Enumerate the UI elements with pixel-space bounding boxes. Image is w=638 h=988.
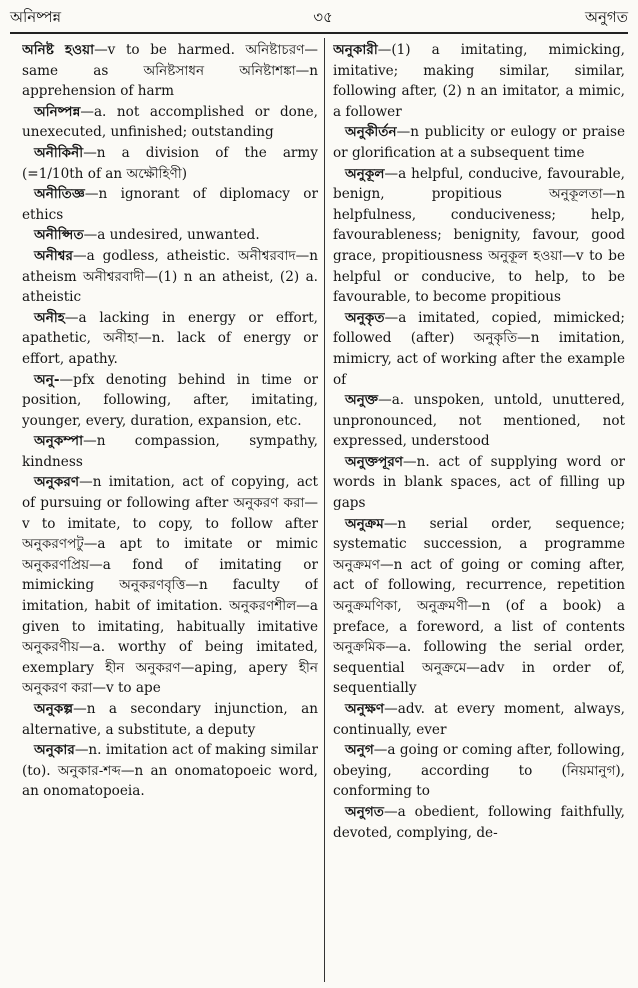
dictionary-entry [22,102,318,143]
left-column [22,40,318,802]
entry-definition: —a helpful, conducive, favourable, benign, propitious অনুকূলতা—n helpfulness, conduciveness; help, favourableness; benignity, favour, good grace, propitiousness অনুকূল হওয়া—v to be helpful or conducive, to help, to be favourable, to become propitious [333,165,625,306]
entry-definition: —pfx denoting behind in time or position, following, after, imitating, younger, every, duration, expansion, etc. [22,371,318,429]
entry-headword: অনিষ্পন্ন [34,103,81,120]
entry-definition: —n. act of supplying word or words in blank spaces, act of filling up gaps [333,453,625,512]
entry-definition: —n imitation, act of copying, act of pursuing or following after অনুকরণ করা—v to imitate, to copy, to follow after অনুকরণপটু—a apt to imitate or mimic অনুকরণপ্রিয়—a fond of imitating or mimicking অনুকরণবৃত্তি—n faculty of imitation, habit of imitation. অনুকরণশীল—a given to imitating, habitually imitative অনুকরণীয়—a. worthy of being imitated, exemplary হীন অনুকরণ—aping, apery হীন অনুকরণ করা—v to ape [22,474,318,697]
dictionary-entry [333,122,625,163]
dictionary-entry [333,390,625,452]
entry-headword: অনুকল্প [34,701,74,717]
entry-headword: অনীশ্বর [34,247,74,264]
dictionary-entry [22,143,318,184]
entry-definition: —a obedient, following faithfully, devoted, complying, de- [333,803,625,841]
dictionary-entry [333,452,625,514]
dictionary-entry [333,802,625,843]
right-column [333,40,625,843]
entry-definition: —a. unspoken, untold, unuttered, unpronounced, not mentioned, not expressed, understood [333,392,625,450]
entry-definition: —a godless, atheistic. অনীশ্বরবাদ—n atheism অনীশ্বরবাদী—(1) n an atheist, (2) a. atheistic [22,247,318,306]
entry-headword: অনীকিনী [34,144,84,161]
dictionary-entry [333,40,625,122]
entry-headword: অনুগত [345,803,384,820]
dictionary-entry [333,514,625,699]
dictionary-entry [22,246,318,308]
entry-definition: —n publicity or eulogy or praise or glorification at a subsequent time [333,124,625,161]
column-divider [324,38,325,982]
entry-headword: অনিষ্ট হওয়া [22,42,95,58]
dictionary-entry [333,740,625,802]
entry-definition: —n serial order, sequence; systematic succession, a programme অনুক্রমণ—n act of going or coming after, act of following, recurrence, repetition অনুক্রমণিকা, অনুক্রমণী—n (of a book) a preface, a foreword, a list of contents অনুক্রমিক—a. following the serial order, sequential অনুক্রমে—adv in order of, sequentially [333,515,625,697]
entry-headword: অনীহ [34,309,65,326]
entry-headword: অনীপ্সিত [34,227,84,244]
entry-headword: অনীতিজ্ঞ [34,186,85,203]
header-right-guideword: অনুগত [584,7,628,26]
entry-definition: —a going or coming after, following, obeying, according to (নিয়মানুগ), conforming to [333,742,625,800]
entry-headword: অনুক্ত [345,392,379,409]
page-number: ৩৫ [313,7,333,26]
entry-headword: অনুক্তপূরণ [345,453,404,470]
entry-headword: অনুকূল [345,165,385,182]
dictionary-entry [22,472,318,699]
entry-definition: —(1) a imitating, mimicking, imitative; making similar, similar, following after, (2) n an imitator, a mimic, a follower [333,42,625,120]
entry-definition: —n ignorant of diplomacy or ethics [22,186,318,223]
dictionary-entry [22,431,318,472]
dictionary-entry [22,370,318,432]
entry-headword: অনুকীর্তন [345,124,397,141]
header-left-guideword: অনিষ্পন্ন [10,7,62,26]
entry-headword: অনুক্ষণ [345,701,385,717]
dictionary-entry [22,225,318,246]
dictionary-entry [22,184,318,225]
dictionary-entry [22,308,318,370]
page-header [10,4,628,34]
entry-definition: —v to be harmed. অনিষ্টাচরণ—same as অনিষ্টসাধন অনিষ্টাশঙ্কা—n apprehension of harm [22,42,318,100]
entry-headword: অনুকৃত [345,309,385,326]
entry-headword: অনুকার [34,742,75,759]
dictionary-entry [333,308,625,390]
dictionary-entry [22,699,318,740]
entry-definition: —a undesired, unwanted. [83,227,260,244]
entry-headword: অনু- [34,371,60,388]
dictionary-entry [22,40,318,102]
entry-definition: —a imitated, copied, mimicked; followed (after) অনুকৃতি—n imitation, mimicry, act of working after the example of [333,309,625,388]
entry-definition: —n compassion, sympathy, kindness [22,433,318,470]
dictionary-entry [333,164,625,308]
entry-headword: অনুগ [345,742,374,759]
entry-headword: অনুক্রম [345,515,384,532]
entry-definition: —adv. at every moment, always, continually, ever [333,701,625,738]
entry-definition: —n. imitation act of making similar (to). অনুকার-শব্দ—n an onomatopoeic word, an onomatopoeia. [22,742,318,800]
dictionary-entry [333,699,625,740]
entry-definition: —n a secondary injunction, an alternative, a substitute, a deputy [22,701,318,738]
entry-headword: অনুকারী [333,42,378,58]
entry-definition: —a. not accomplished or done, unexecuted, unfinished; outstanding [22,103,318,141]
entry-headword: অনুকরণ [34,474,80,491]
entry-headword: অনুকম্পা [34,433,84,450]
entry-definition: —a lacking in energy or effort, apathetic, অনীহা—n. lack of energy or effort, apathy. [22,309,318,367]
entry-definition: —n a division of the army (=1/10th of an অক্ষৌহিণী) [22,144,318,182]
dictionary-entry [22,740,318,802]
